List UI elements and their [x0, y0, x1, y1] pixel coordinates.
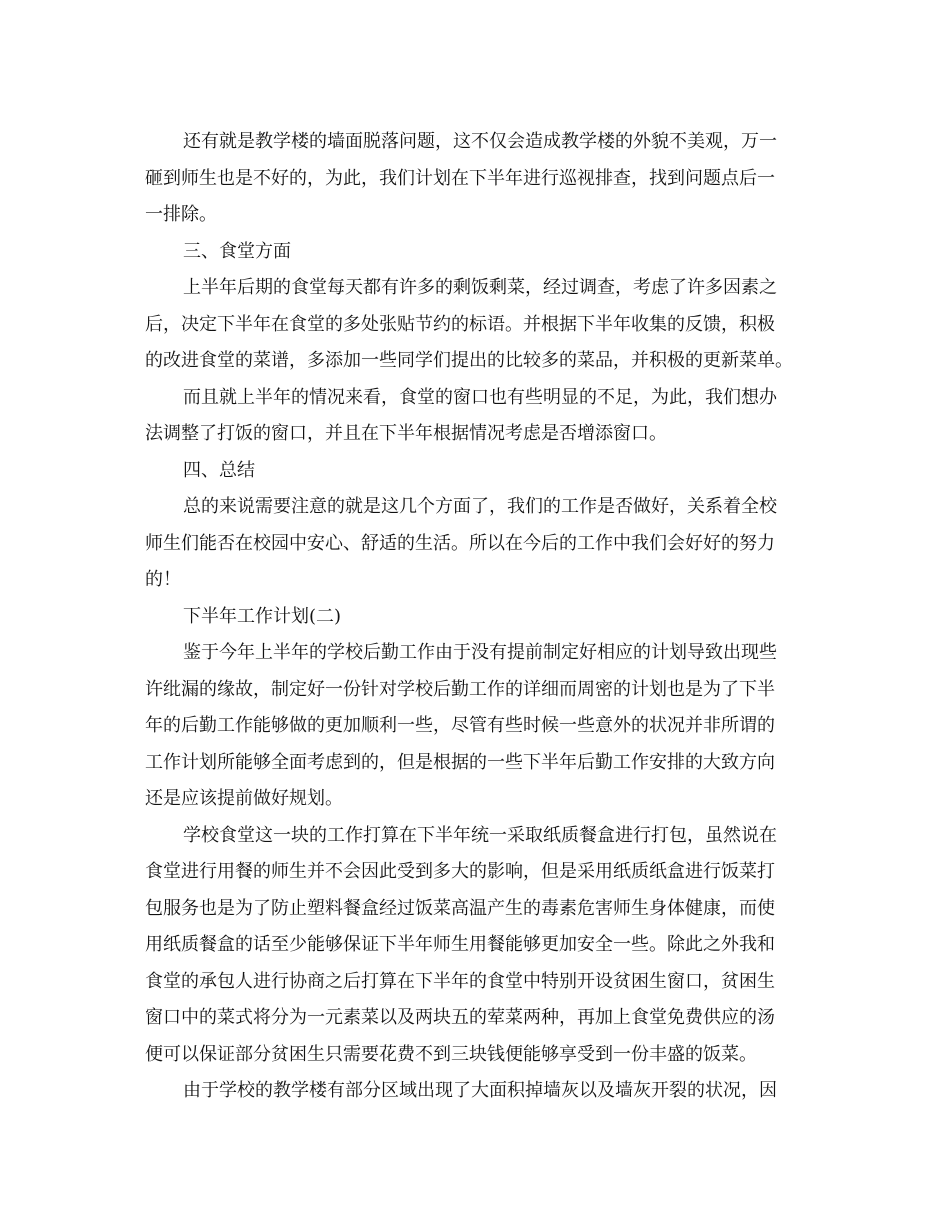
- text-line: 工作计划所能够全面考虑到的，但是根据的一些下半年后勤工作安排的大致方向: [145, 751, 775, 773]
- text-line: 一排除。: [145, 204, 217, 225]
- text-line: 的改进食堂的菜谱，多添加一些同学们提出的比较多的菜品，并积极的更新菜单。: [145, 350, 793, 371]
- text-line: 由于学校的教学楼有部分区域出现了大面积掉墙灰以及墙灰开裂的状况，因: [183, 1080, 777, 1101]
- text-line: 法调整了打饭的窗口，并且在下半年根据情况考虑是否增添窗口。: [145, 423, 667, 444]
- text-line: 上半年后期的食堂每天都有许多的剩饭剩菜，经过调查，考虑了许多因素之: [183, 277, 777, 298]
- text-line: 还是应该提前做好规划。: [145, 788, 343, 809]
- text-line: 食堂进行用餐的师生并不会因此受到多大的影响，但是采用纸质纸盒进行饭菜打: [145, 861, 775, 882]
- document-page: [145, 124, 813, 1110]
- section-heading: 三、食堂方面: [183, 240, 291, 262]
- text-line: 总的来说需要注意的就是这几个方面了，我们的工作是否做好，关系着全校: [183, 496, 777, 517]
- text-line: 还有就是教学楼的墙面脱落问题，这不仅会造成教学楼的外貌不美观，万一: [183, 131, 777, 152]
- text-line: 许纰漏的缘故，制定好一份针对学校后勤工作的详细而周密的计划也是为了下半: [145, 678, 775, 700]
- text-line: 师生们能否在校园中安心、舒适的生活。所以在今后的工作中我们会好好的努力: [145, 532, 775, 554]
- text-line: 砸到师生也是不好的，为此，我们计划在下半年进行巡视排查，找到问题点后一: [145, 167, 775, 189]
- text-line: 鉴于今年上半年的学校后勤工作由于没有提前制定好相应的计划导致出现些: [183, 642, 777, 663]
- text-line: 后，决定下半年在食堂的多处张贴节约的标语。并根据下半年收集的反馈，积极: [145, 313, 775, 335]
- text-line: 学校食堂这一块的工作打算在下半年统一采取纸质餐盒进行打包，虽然说在: [183, 824, 777, 846]
- text-line: 的！: [145, 569, 181, 590]
- text-line: 年的后勤工作能够做的更加顺利一些，尽管有些时候一些意外的状况并非所谓的: [145, 715, 775, 736]
- text-line: 窗口中的菜式将分为一元素菜以及两块五的荤菜两种，再加上食堂免费供应的汤: [145, 1007, 775, 1028]
- section-heading: 四、总结: [183, 459, 255, 481]
- text-line: 便可以保证部分贫困生只需要花费不到三块钱便能够享受到一份丰盛的饭菜。: [145, 1043, 757, 1065]
- section-heading: 下半年工作计划(二): [183, 605, 342, 627]
- text-line: 食堂的承包人进行协商之后打算在下半年的食堂中特别开设贫困生窗口，贫困生: [145, 970, 775, 992]
- text-line: 而且就上半年的情况来看，食堂的窗口也有些明显的不足，为此，我们想办: [183, 386, 777, 408]
- text-line: 用纸质餐盒的话至少能够保证下半年师生用餐能够更加安全一些。除此之外我和: [145, 934, 775, 955]
- text-line: 包服务也是为了防止塑料餐盒经过饭菜高温产生的毒素危害师生身体健康，而使: [145, 897, 775, 919]
